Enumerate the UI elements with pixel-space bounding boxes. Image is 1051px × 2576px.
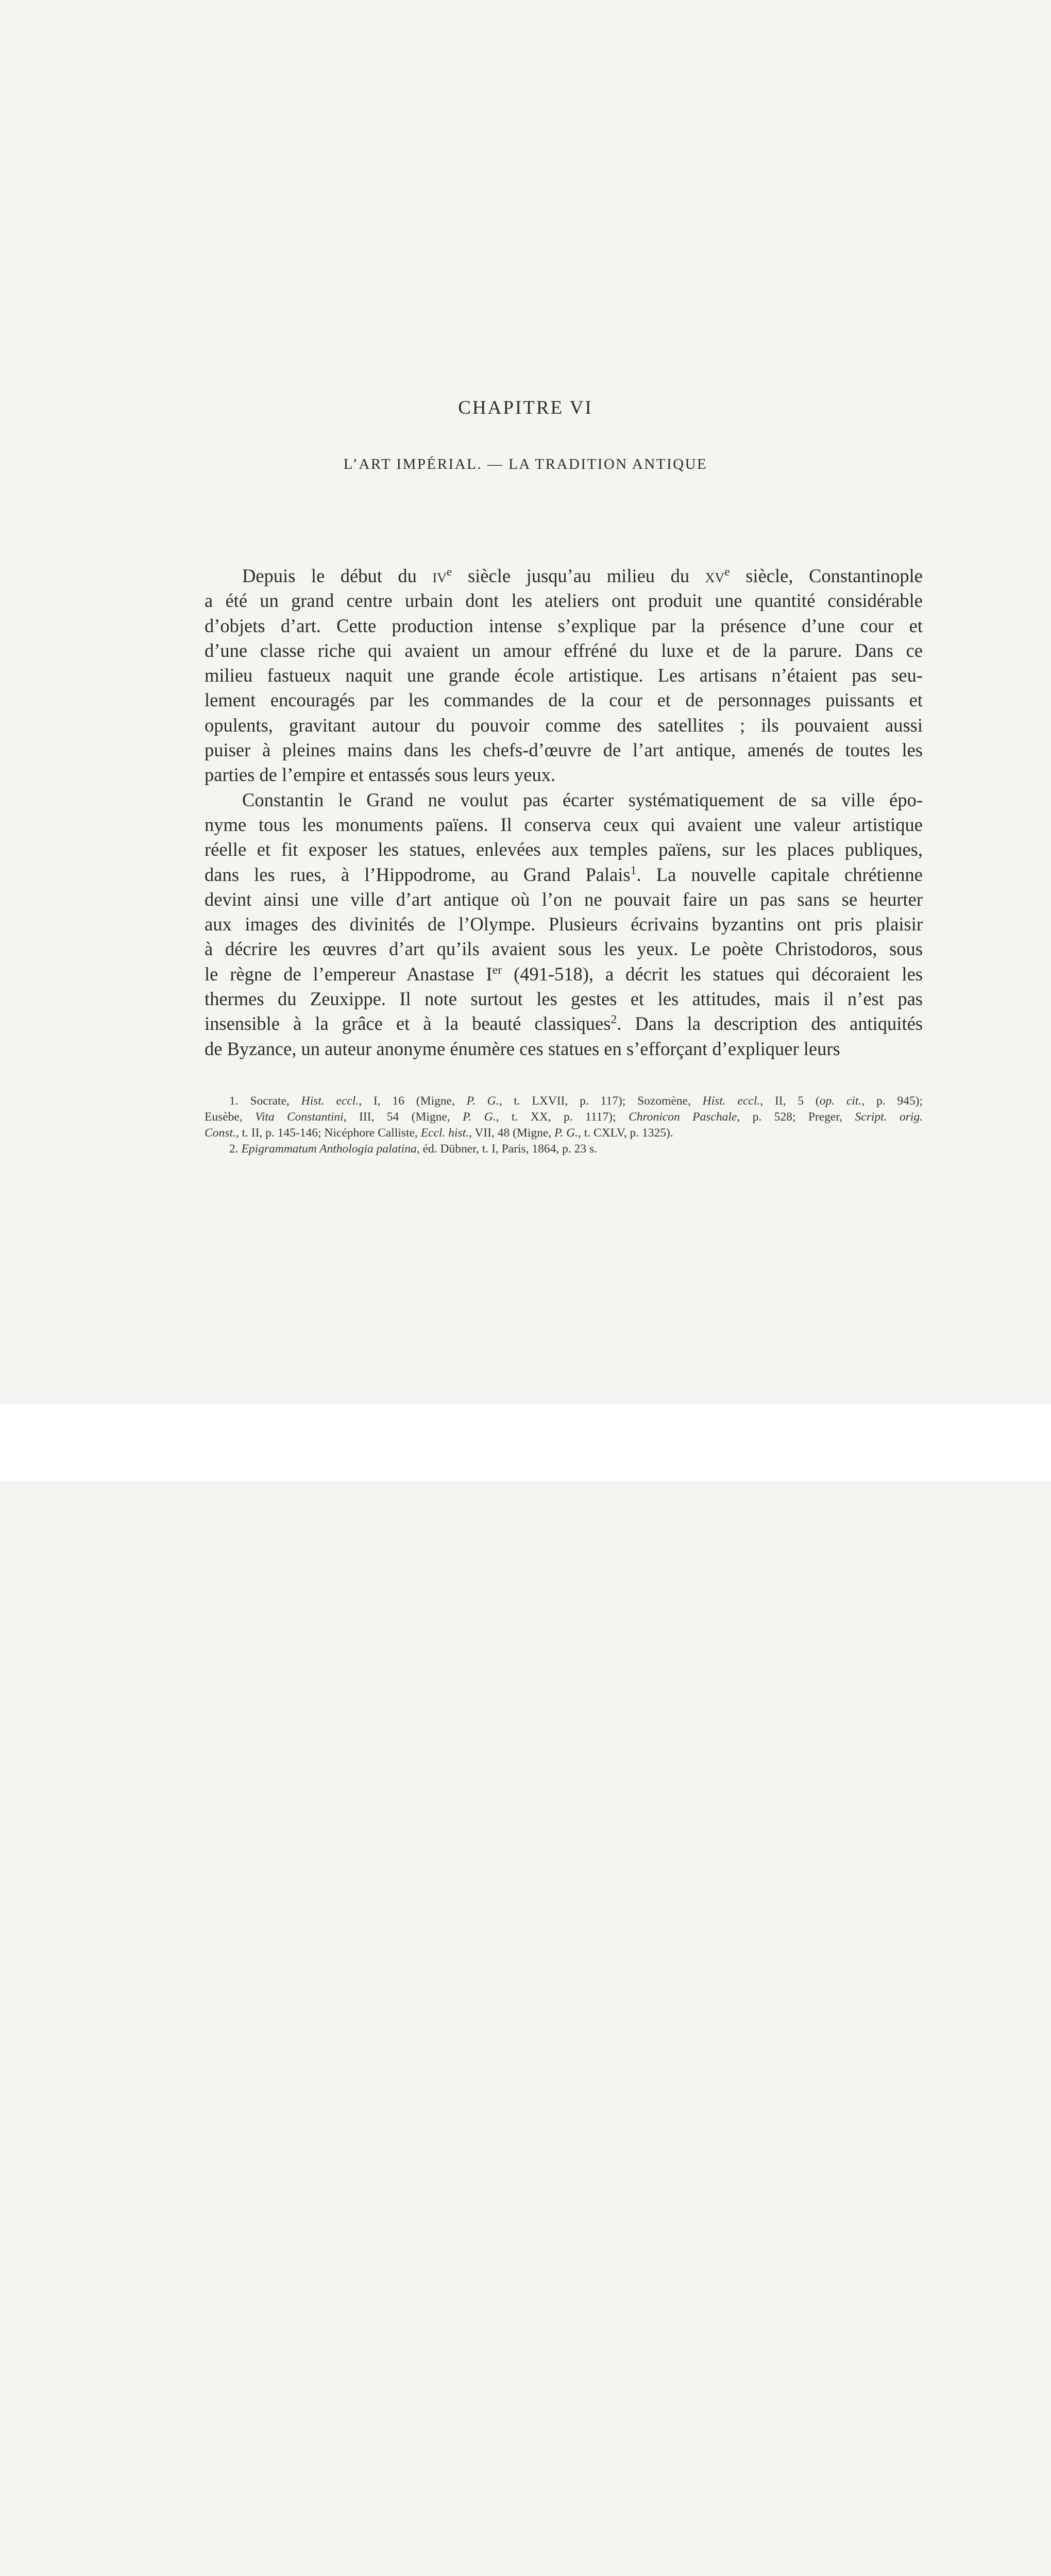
italic-title: Eccl. hist. xyxy=(420,1126,469,1140)
italic-title: Hist. eccl. xyxy=(702,1094,760,1108)
footnote xyxy=(205,1141,923,1157)
italic-title: op. cit. xyxy=(819,1094,862,1108)
italic-title: P. G. xyxy=(554,1126,578,1140)
italic-title: Hist. eccl. xyxy=(301,1094,359,1108)
italic-title: Epigrammatum Anthologia palatina xyxy=(241,1142,417,1156)
footer-bar xyxy=(0,1404,1051,1481)
paragraph xyxy=(205,564,923,788)
footnotes xyxy=(205,1093,923,1157)
superscript: 1 xyxy=(630,863,637,877)
text-line: Const., t. II, p. 145-146; Nicéphore Calliste, Eccl. hist., VII, 48 (Migne, P. G., t. CXLV, p. 1325). xyxy=(205,1126,673,1140)
italic-title: Chronicon Paschale xyxy=(629,1110,737,1124)
italic-title: P. G. xyxy=(466,1094,499,1108)
text-line: Constantin le Grand ne voulut pas écarter systématiquement de sa ville épo- xyxy=(242,789,923,810)
text-line: le règne de l’empereur Anastase Ier (491-518), a décrit les statues qui décoraient les xyxy=(205,963,923,985)
body-text xyxy=(205,564,923,1061)
superscript: e xyxy=(724,565,730,579)
text-line: à décrire les œuvres d’art qu’ils avaient sous les yeux. Le poète Christodoros, sous xyxy=(205,938,923,960)
text-line: opulents, gravitant autour du pouvoir comme des satellites ; ils pouvaient aussi xyxy=(205,714,923,736)
text-line: parties de l’empire et entassés sous leurs yeux. xyxy=(205,764,556,786)
text-line: thermes du Zeuxippe. Il note surtout les gestes et les attitudes, mais il n’est pas xyxy=(205,988,923,1010)
paragraph xyxy=(205,788,923,1061)
italic-title: Const. xyxy=(205,1126,236,1140)
text-line: d’une classe riche qui avaient un amour effréné du luxe et de la parure. Dans ce xyxy=(205,639,923,661)
superscript: e xyxy=(446,565,452,579)
text-line: de Byzance, un auteur anonyme énumère ces statues en s’efforçant d’expliquer leurs xyxy=(205,1038,840,1059)
superscript: er xyxy=(492,963,502,977)
text-line: réelle et fit exposer les statues, enlevées aux temples païens, sur les places publiques, xyxy=(205,839,923,860)
text-line: Depuis le début du $iv^e$ siècle jusqu’au milieu du $xv^e$ siècle, Constantinople xyxy=(242,565,923,586)
text-line: devint ainsi une ville d’art antique où l’on ne pouvait faire un pas sans se heurter xyxy=(205,888,923,910)
chapter-title: CHAPITRE VI xyxy=(458,397,593,418)
text-line: a été un grand centre urbain dont les ateliers ont produit une quantité considérable xyxy=(205,590,923,612)
chapter-subtitle: L’ART IMPÉRIAL. — LA TRADITION ANTIQUE xyxy=(343,456,708,472)
text-line: lement encouragés par les commandes de la cour et de personnages puissants et xyxy=(205,689,923,711)
italic-title: P. G. xyxy=(463,1110,496,1124)
footnote xyxy=(205,1093,923,1141)
text-line: dans les rues, à l’Hippodrome, au Grand Palais$^1$. La nouvelle capitale chrétienne xyxy=(205,863,923,885)
text-line: nyme tous les monuments païens. Il conserva ceux qui avaient une valeur artistique xyxy=(205,814,923,835)
text-line: 2. Epigrammatum Anthologia palatina, éd. Dübner, t. I, Paris, 1864, p. 23 s. xyxy=(229,1142,598,1156)
text-line: milieu fastueux naquit une grande école artistique. Les artisans n’étaient pas seu- xyxy=(205,665,923,686)
superscript: 2 xyxy=(611,1013,617,1027)
italic-title: Vita Constantini xyxy=(255,1110,344,1124)
text-line: Eusèbe, Vita Constantini, III, 54 (Migne, P. G., t. XX, p. 1117); Chronicon Paschale, p. 528; Preger, Script. orig. xyxy=(205,1110,923,1124)
small-caps-numeral: xv xyxy=(705,565,725,586)
text-line: puiser à pleines mains dans les chefs-d’œuvre de l’art antique, amenés de toutes les xyxy=(205,739,923,761)
small-caps-numeral: iv xyxy=(432,565,447,586)
text-line: insensible à la grâce et à la beauté classiques$^2$. Dans la description des antiquités xyxy=(205,1013,923,1035)
italic-title: Script. orig. xyxy=(855,1110,923,1124)
text-line: aux images des divinités de l’Olympe. Plusieurs écrivains byzantins ont pris plaisir xyxy=(205,913,923,935)
text-line: 1. Socrate, Hist. eccl., I, 16 (Migne, P. G., t. LXVII, p. 117); Sozomène, Hist. eccl., II, 5 (op. cit., p. 945); xyxy=(229,1094,923,1108)
text-line: d’objets d’art. Cette production intense s’explique par la présence d’une cour et xyxy=(205,615,923,636)
